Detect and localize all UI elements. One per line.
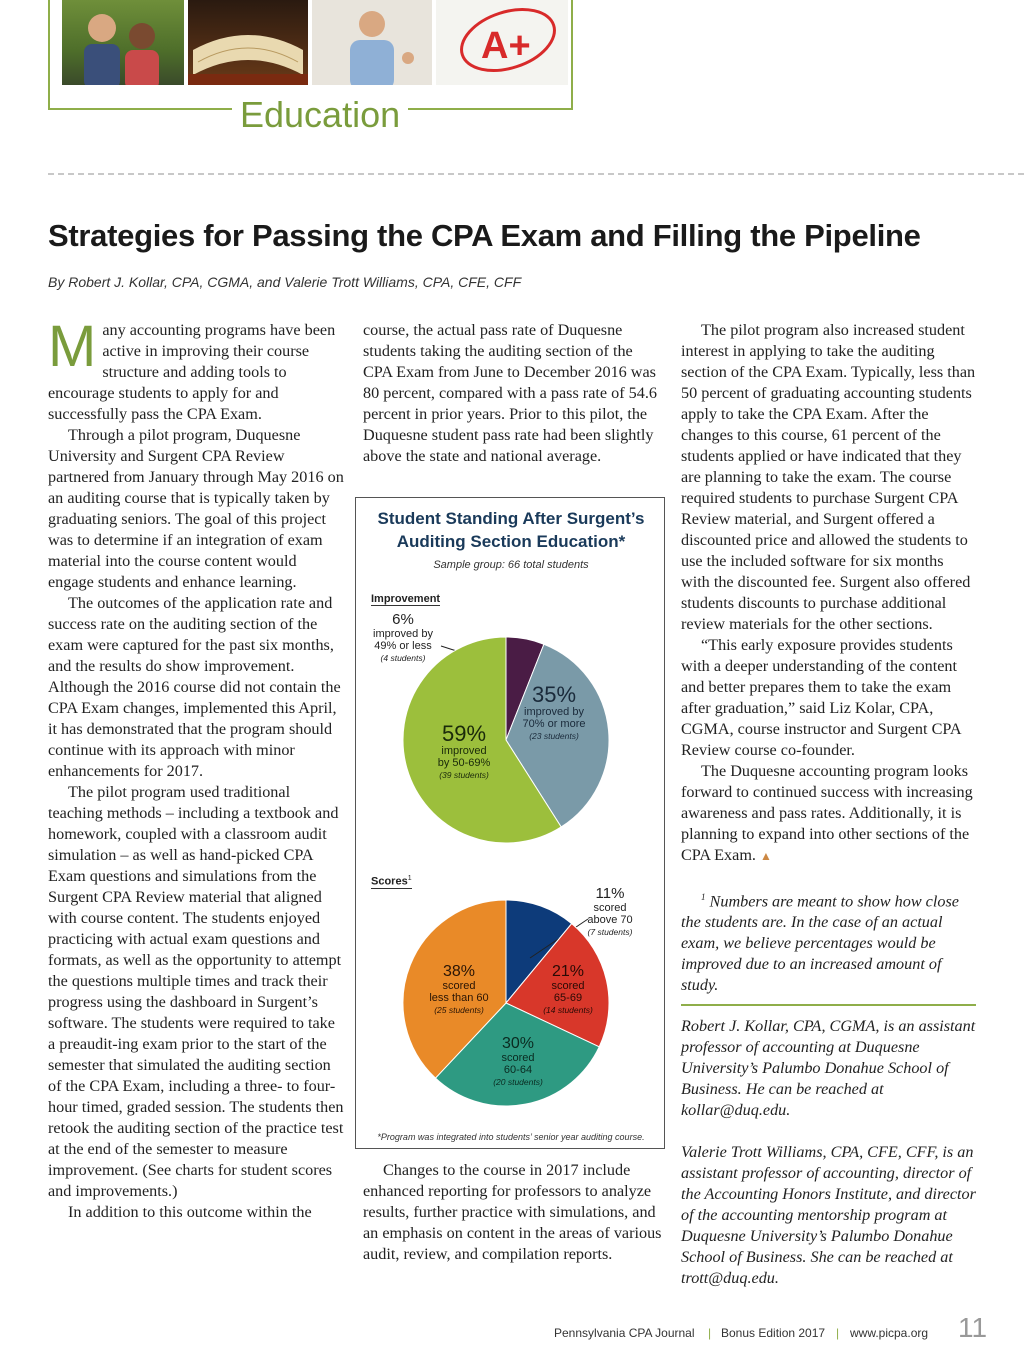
books-icon (188, 0, 308, 85)
pie-charts (356, 498, 666, 1150)
footer-edition: Bonus Edition 2017 (721, 1326, 826, 1340)
slice-percent: 35% (531, 682, 577, 707)
column-2-bottom (363, 1160, 663, 1265)
footer-sep: | (708, 1326, 712, 1340)
teacher-icon (312, 0, 432, 85)
paragraph: Changes to the course in 2017 include enhanced reporting for professors to analyze results, further practice with simulations, and an emphasis on content in the areas of various audit, review, and compilation reports. (363, 1161, 662, 1263)
author-bio-2: Valerie Trott Williams, CPA, CFE, CFF, is an assistant professor of accounting, director of the Accounting Honors Institute, and director of the accounting mentorship program at Duquesne University’s Palumbo Donahue School of Business. She can be reached at trott@duq.edu. (681, 1143, 976, 1288)
slice-percent: 38% (442, 963, 476, 980)
article-title: Strategies for Passing the CPA Exam and Filling the Pipeline (48, 218, 921, 253)
paragraph: any accounting programs have been active in improving their course structure and adding tools to encourage students to apply for and successfully pass the CPA Exam. (48, 321, 336, 423)
paragraph: Through a pilot program, Duquesne University and Surgent CPA Review partnered from January through May 2016 on an auditing course that is typically taken by graduating seniors. The goal of this project was to determine if an integration of exam material into the course content would engage students and enhance learning. (48, 426, 344, 591)
slice-label: by 50-69% (437, 757, 491, 769)
paragraph: course, the actual pass rate of Duquesne students taking the auditing section of the CPA Exam from June to December 2016 was 80 percent, compared with a pass rate of 54.6 percent in prior years. Prior to this pilot, the Duquesne student pass rate had been slightly above the state and national average. (363, 321, 657, 465)
slice-label: scored (501, 1052, 535, 1064)
paragraph: In addition to this outcome within the (68, 1203, 312, 1221)
section-title: Education (232, 93, 408, 137)
drop-cap: M (48, 314, 97, 379)
byline: By Robert J. Kollar, CPA, CGMA, and Valerie Trott Williams, CPA, CFE, CFF (48, 274, 522, 290)
slice-percent: 59% (441, 721, 487, 746)
slice-label: 70% or more (522, 718, 586, 730)
slice-percent: 21% (551, 963, 585, 980)
slice-percent: 11% (595, 885, 625, 902)
slice-students: (4 students) (380, 653, 426, 663)
slice-label: improved (441, 745, 487, 757)
students-photo (62, 0, 184, 85)
footer-journal: Pennsylvania CPA Journal (554, 1326, 695, 1340)
a-plus-icon (436, 0, 568, 85)
slice-percent: 6% (392, 611, 414, 628)
page-number: 11 (958, 1312, 988, 1343)
slice-students: (39 students) (439, 770, 489, 780)
slice-percent: 30% (501, 1035, 535, 1052)
chart-footnote: *Program was integrated into students’ senior year auditing course. (377, 1132, 645, 1142)
slice-students: (7 students) (587, 927, 633, 937)
header-divider (48, 173, 1024, 175)
chart-title-line1: Student Standing After Surgent’s (377, 509, 645, 528)
slice-label: scored (551, 980, 585, 992)
slice-students: (23 students) (529, 731, 579, 741)
chart-title-line2: Auditing Section Education* (396, 532, 626, 551)
improvement-label: Improvement (371, 593, 441, 605)
slice-students: (20 students) (493, 1077, 543, 1087)
slice-label: less than 60 (429, 992, 489, 1004)
paragraph: “This early exposure provides students with a deeper understanding of the content and better prepares them to take the exam after graduation,” said Liz Kolar, CPA, CGMA, course instructor and Surgent CPA Review course co-founder. (681, 636, 961, 759)
slice-label: 49% or less (374, 640, 432, 652)
paragraph: The outcomes of the application rate and success rate on the auditing section of the exam were captured for the past six months, and the results do show improvement. Although the 2016 course did not contain the CPA Exam changes, implemented this April, it has demonstrated that the program should continue with its approach with minor enhancements for 2017. (48, 594, 341, 780)
books-photo (188, 0, 308, 85)
slice-students: (25 students) (434, 1005, 484, 1015)
column-3 (681, 320, 976, 1289)
end-mark-icon: ▲ (760, 849, 772, 863)
column-2-top (363, 320, 663, 467)
column-1 (48, 314, 345, 1223)
footer-site[interactable]: www.picpa.org (850, 1326, 929, 1340)
chart-infobox (355, 497, 665, 1149)
slice-label: 65-69 (553, 992, 583, 1004)
students-icon (62, 0, 184, 85)
slice-label: above 70 (587, 914, 633, 926)
slice-label: scored (593, 902, 627, 914)
paragraph: The pilot program used traditional teaching methods – including a textbook and homework, coupled with a classroom audit simulation – as well as hand-picked CPA Exam questions and simulations from the Surgent CPA Review material that aligned with course content. The students enjoyed practicing with actual exam questions and formats, as well as the opportunity to attempt the questions multiple times and track their progress using the dashboard in Surgent’s software. The students were required to take a preaudit-ing exam prior to the start of the semester that simulated the auditing section of the CPA Exam, including a three- to four-hour timed, graded session. The students then retook the auditing section of the practice test at the end of the semester to measure improvement. (See charts for student scores and improvements.) (48, 783, 344, 1200)
footer-sep: | (836, 1326, 840, 1340)
chart-subtitle: Sample group: 66 total students (433, 559, 589, 571)
paragraph: The pilot program also increased student interest in applying to take the auditing section of the CPA Exam. Typically, less than 50 percent of graduating accounting students apply to take the CPA Exam. After the changes to this course, 61 percent of the students applied or have indicated that they are planning to take the exam. The course required students to purchase Surgent CPA Review material, and Surgent offered a discounted price and allowed the students to use the included software for six months with the discounted fee. Surgent also offered students discounts to purchase additional review materials for the other sections. (681, 321, 976, 633)
teacher-photo (312, 0, 432, 85)
slice-label: improved by (524, 706, 584, 718)
slice-label: improved by (373, 628, 433, 640)
grade-photo (436, 0, 568, 85)
author-bio-1: Robert J. Kollar, CPA, CGMA, is an assistant professor of accounting at Duquesne University’s Palumbo Donahue School of Business. He can be reached at kollar@duq.edu. (681, 1017, 976, 1120)
footnote: $^1$ Numbers are meant to show how close the students are. In the case of an actual exam, we believe percentages would be improved due to an increased amount of study. (681, 887, 976, 1006)
slice-label: scored (442, 980, 476, 992)
scores-label: Scores$^1$ (371, 875, 412, 888)
slice-students: (14 students) (543, 1005, 593, 1015)
paragraph: The Duquesne accounting program looks forward to continued success with increasing awareness and pass rates. Additionally, it is planning to expand into other sections of the CPA Exam. ▲ (681, 762, 973, 864)
slice-label: 60-64 (503, 1064, 533, 1076)
svg-text:A+: A+ (481, 25, 531, 67)
